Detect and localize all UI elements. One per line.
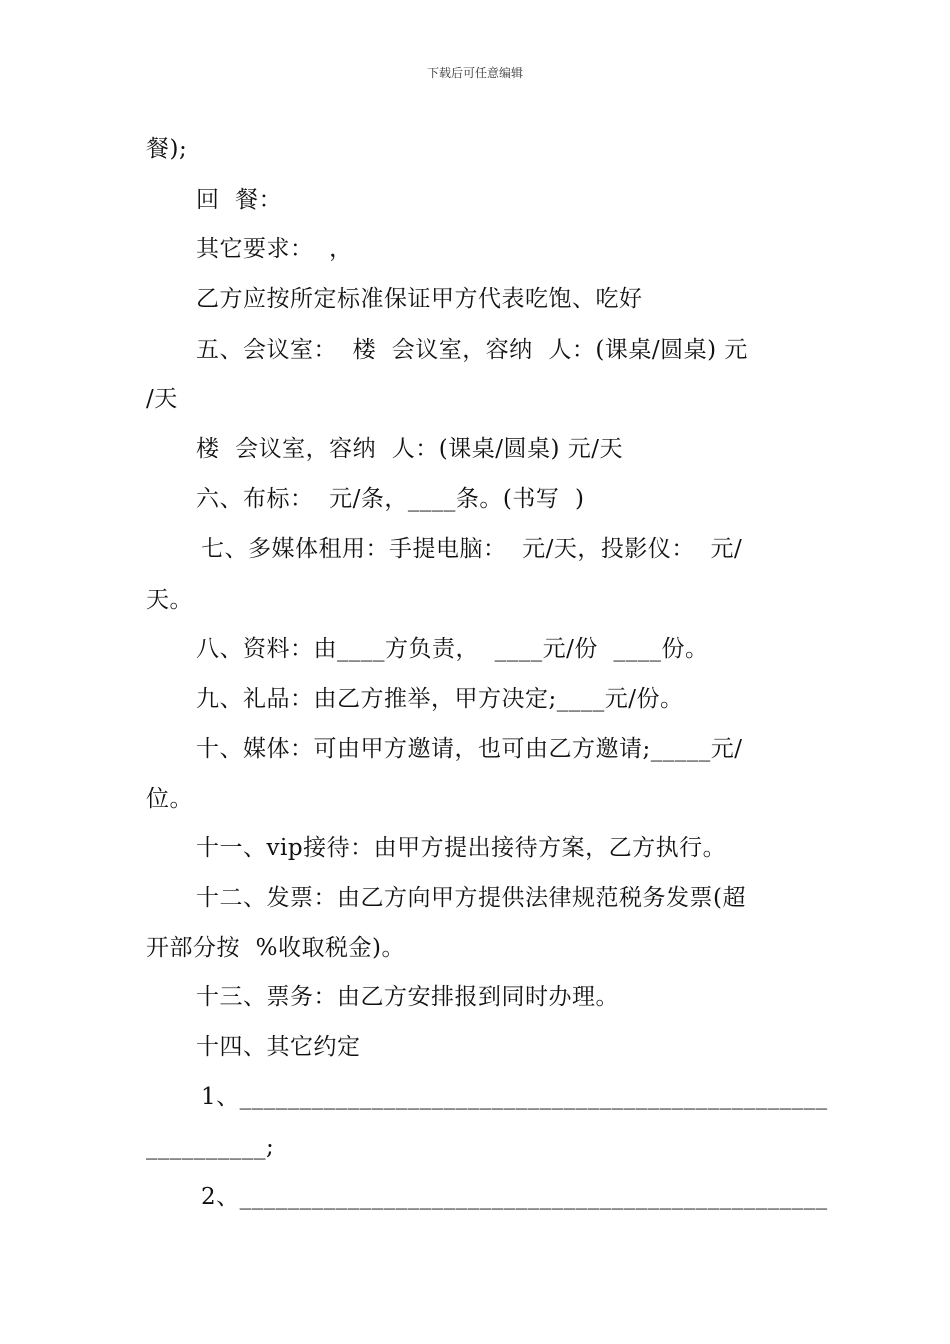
text-line: 五、会议室： 楼 会议室，容纳 人：(课桌/圆桌) 元	[196, 337, 748, 363]
text-line: 餐);	[146, 136, 188, 162]
text-line: 开部分按 %收取税金)。	[146, 935, 405, 961]
text-line: 十、媒体：可由甲方邀请，也可由乙方邀请;_____元/	[196, 736, 743, 762]
text-line: __________;	[146, 1134, 275, 1160]
text-line: 楼 会议室，容纳 人：(课桌/圆桌) 元/天	[196, 436, 623, 462]
text-line: /天	[146, 386, 178, 412]
text-line: 十一、vip接待：由甲方提出接待方案，乙方执行。	[196, 835, 727, 861]
page-header: 下载后可任意编辑	[426, 66, 523, 80]
text-line: 2、_________________________________________________	[201, 1184, 828, 1210]
text-line: 天。	[146, 587, 193, 613]
text-line: 十三、票务：由乙方安排报到同时办理。	[196, 984, 619, 1010]
text-line: 八、资料：由____方负责， ____元/份 ____份。	[196, 636, 709, 662]
text-line: 其它要求： ，	[196, 236, 353, 262]
text-line: 九、礼品：由乙方推举，甲方决定;____元/份。	[196, 686, 684, 712]
text-line: 1、_________________________________________________	[201, 1084, 828, 1110]
text-line: 回 餐：	[196, 187, 283, 213]
text-line: 位。	[146, 786, 193, 812]
text-line: 乙方应按所定标准保证甲方代表吃饱、吃好	[196, 286, 643, 312]
text-line: 六、布标： 元/条，____条。(书写 )	[196, 486, 585, 512]
text-line: 七、多媒体租用：手提电脑： 元/天，投影仪： 元/	[201, 536, 743, 562]
text-line: 十四、其它约定	[196, 1034, 361, 1060]
text-line: 十二、发票：由乙方向甲方提供法律规范税务发票(超	[196, 885, 746, 911]
